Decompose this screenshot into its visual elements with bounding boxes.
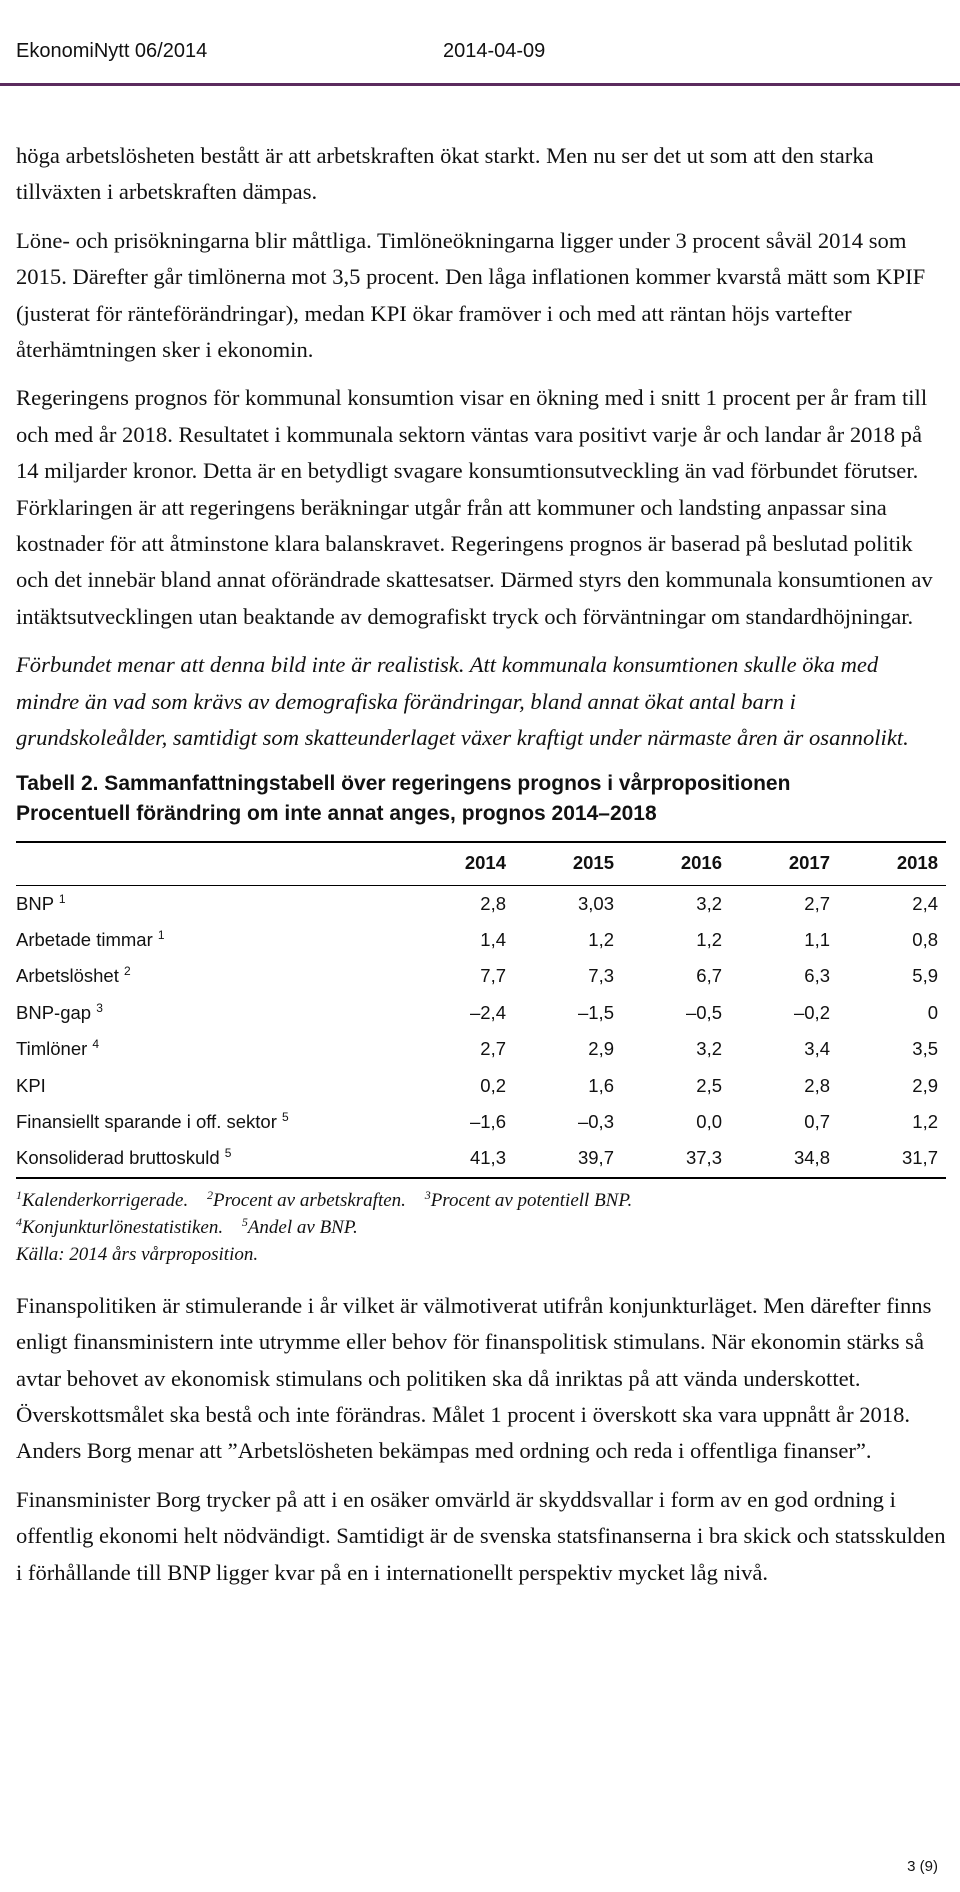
header-cell: 2018 [838,842,946,886]
page-number: 3 (9) [907,1858,938,1875]
value-cell: 3,5 [912,1038,938,1060]
row-footnote-mark: 5 [282,1109,289,1124]
value-cell: 1,2 [588,928,614,950]
table-row [16,1068,946,1104]
row-label-cell [16,1068,406,1104]
table-footnotes [16,1187,946,1268]
article-body [16,138,946,1603]
value-cell: 0,2 [480,1074,506,1096]
row-label: Arbetslöshet [16,965,119,987]
value-cell: 7,3 [588,965,614,987]
row-label: Konsoliderad bruttoskuld [16,1147,220,1169]
value-cell: 2,7 [480,1038,506,1060]
value-cell: –0,2 [793,1001,830,1023]
row-footnote-mark: 1 [157,927,165,942]
value-cell: –0,5 [685,1001,722,1023]
row-footnote-mark: 5 [224,1146,232,1161]
paragraph-italic: Förbundet menar att denna bild inte är realistisk. Att kommunala konsumtionen skulle öka med mindre än vad som krävs av demografiska förändringar, bland annat ökat antal barn i grundskoleålder, samtidigt som skatteunderlaget växer kraftigt under närmaste åren är osannolikt. [16,652,909,751]
value-cell: 39,7 [514,1140,622,1177]
row-label: Finansiellt sparande i off. sektor [16,1110,277,1132]
value-cell: 2,7 [804,892,830,914]
value-cell: 3,03 [577,892,614,914]
footnote-mark: 1 [16,1187,22,1202]
row-label-cell [16,885,406,922]
footnote-text: Procent av arbetskraften. [212,1189,406,1211]
paragraph: Finansminister Borg trycker på att i en osäker omvärld är skyddsvallar i form av en god ordning i offentlig ekonomi helt nödvändigt. Samtidigt är de svenska statsfinanserna i bra skick och statsskulden i förhållande till BNP ligger kvar på en i internationellt perspektiv mycket låg nivå. [16,1486,946,1585]
table-subtitle: Procentuell förändring om inte annat anges, prognos 2014–2018 [16,801,657,825]
paragraph: Regeringens prognos för kommunal konsumtion visar en ökning med i snitt 1 procent per år fram till och med år 2018. Resultatet i kommunala sektorn väntas vara positivt varje år och landar år 2018 på 14 miljarder kronor. Detta är en betydligt svagare konsumtionsutveckling än vad förbundet förutser. Förklaringen är att regeringens beräkningar utgår från att kommuner och landsting anpassar sina kostnader för att åtminstone klara balanskravet. Regeringens prognos är baserad på beslutad politik och det innebär bland annat oförändrade skattesatser. Därmed styrs den kommunala konsumtionen av intäktsutvecklingen utan beaktande av demografiskt tryck och förväntningar om standardhöjningar. [16,385,933,629]
value-cell: 31,7 [838,1140,946,1177]
header-cell: 2017 [730,842,838,886]
value-cell: 2,9 [912,1074,938,1096]
footnote-text: Andel av BNP. [247,1216,358,1238]
value-cell: –0,3 [577,1110,614,1132]
value-cell: 7,7 [480,965,506,987]
publication-date: 2014-04-09 [443,40,546,62]
value-cell: 1,6 [588,1074,614,1096]
value-cell: 1,2 [696,928,722,950]
value-cell: 1,2 [912,1110,938,1132]
footnote-mark: 2 [206,1187,213,1202]
row-footnote-mark: 3 [96,1000,103,1015]
value-cell: 2,4 [912,892,938,914]
table-row [16,995,946,1031]
paragraph: höga arbetslösheten bestått är att arbetskraften ökat starkt. Men nu ser det ut som att den starka tillväxten i arbetskraften dämpas. [16,143,874,205]
value-cell: 1,1 [804,928,830,950]
value-cell: 5,9 [912,965,938,987]
row-label-cell [16,1104,406,1140]
row-footnote-mark: 4 [92,1037,100,1052]
value-cell: 1,4 [480,928,506,950]
table-title: Tabell 2. Sammanfattningstabell över regeringens prognos i vårpropositionen [16,771,791,795]
footnote-text: Procent av potentiell BNP. [430,1189,633,1211]
table-row [16,922,946,958]
row-label: KPI [16,1074,46,1096]
value-cell: 37,3 [622,1140,730,1177]
row-label-cell [16,1031,406,1067]
value-cell: –2,4 [469,1001,506,1023]
page-header [16,40,546,63]
value-cell: 2,5 [696,1074,722,1096]
value-cell: 0,8 [912,928,938,950]
value-cell: 0,7 [804,1110,830,1132]
value-cell: 6,7 [696,965,722,987]
value-cell: 3,4 [804,1038,830,1060]
value-cell: 2,9 [588,1038,614,1060]
forecast-table [16,841,946,1179]
footnote-mark: 5 [241,1214,248,1229]
paragraph: Finanspolitiken är stimulerande i år vilket är välmotiverat utifrån konjunkturläget. Men därefter finns enligt finansministern inte utrymme eller behov för finanspolitisk stimulans. När ekonomin stärks så avtar behovet av ekonomisk stimulans och politiken ska då inriktas på att vända underskottet. Överskottsmålet ska bestå och inte förändras. Målet 1 procent i överskott ska vara uppnått år 2018. Anders Borg menar att ”Arbetslösheten bekämpas med ordning och reda i offentliga finanser”. [16,1292,932,1464]
row-label: Timlöner [16,1038,88,1060]
value-cell: 41,3 [406,1140,514,1177]
footnote-line [16,1214,946,1241]
header-cell-empty [16,842,406,886]
value-cell: 0 [927,1001,938,1023]
table-header-row [16,842,946,886]
row-label: Arbetade timmar [16,928,153,950]
value-cell: –1,6 [469,1110,506,1132]
row-label: BNP [16,892,54,914]
header-cell: 2014 [406,842,514,886]
table-row [16,1031,946,1067]
row-label-cell [16,1140,406,1177]
value-cell: 3,2 [696,1038,722,1060]
value-cell: 6,3 [804,965,830,987]
header-cell: 2015 [514,842,622,886]
paragraph: Löne- och prisökningarna blir måttliga. Timlöneökningarna ligger under 3 procent såväl 2014 som 2015. Därefter går timlönerna mot 3,5 procent. Den låga inflationen kommer kvarstå mätt som KPIF (justerat för ränteförändringar), medan KPI ökar framöver i och med att räntan höjs vartefter återhämtningen sker i ekonomin. [16,227,926,363]
table-row [16,1104,946,1140]
row-label-cell [16,958,406,994]
value-cell: –1,5 [577,1001,614,1023]
table-row [16,1140,946,1177]
value-cell: 3,2 [696,892,722,914]
value-cell: 0,0 [696,1110,722,1132]
footnote-mark: 3 [424,1187,431,1202]
table-row [16,958,946,994]
footnote-text: Konjunkturlönestatistiken. [22,1216,224,1238]
publication-name: EkonomiNytt 06/2014 [16,40,208,62]
footnote-text: Kalenderkorrigerade. [22,1189,189,1211]
header-rule [0,83,960,86]
row-label-cell [16,995,406,1031]
value-cell: 34,8 [730,1140,838,1177]
value-cell: 2,8 [480,892,506,914]
footnote-mark: 4 [16,1214,22,1229]
row-label-cell [16,922,406,958]
row-footnote-mark: 1 [58,891,66,906]
table-row [16,885,946,922]
table-source: Källa: 2014 års vårproposition. [16,1243,259,1265]
value-cell: 2,8 [804,1074,830,1096]
header-cell: 2016 [622,842,730,886]
row-footnote-mark: 2 [123,964,131,979]
row-label: BNP-gap [16,1001,92,1023]
footnote-line [16,1187,946,1214]
